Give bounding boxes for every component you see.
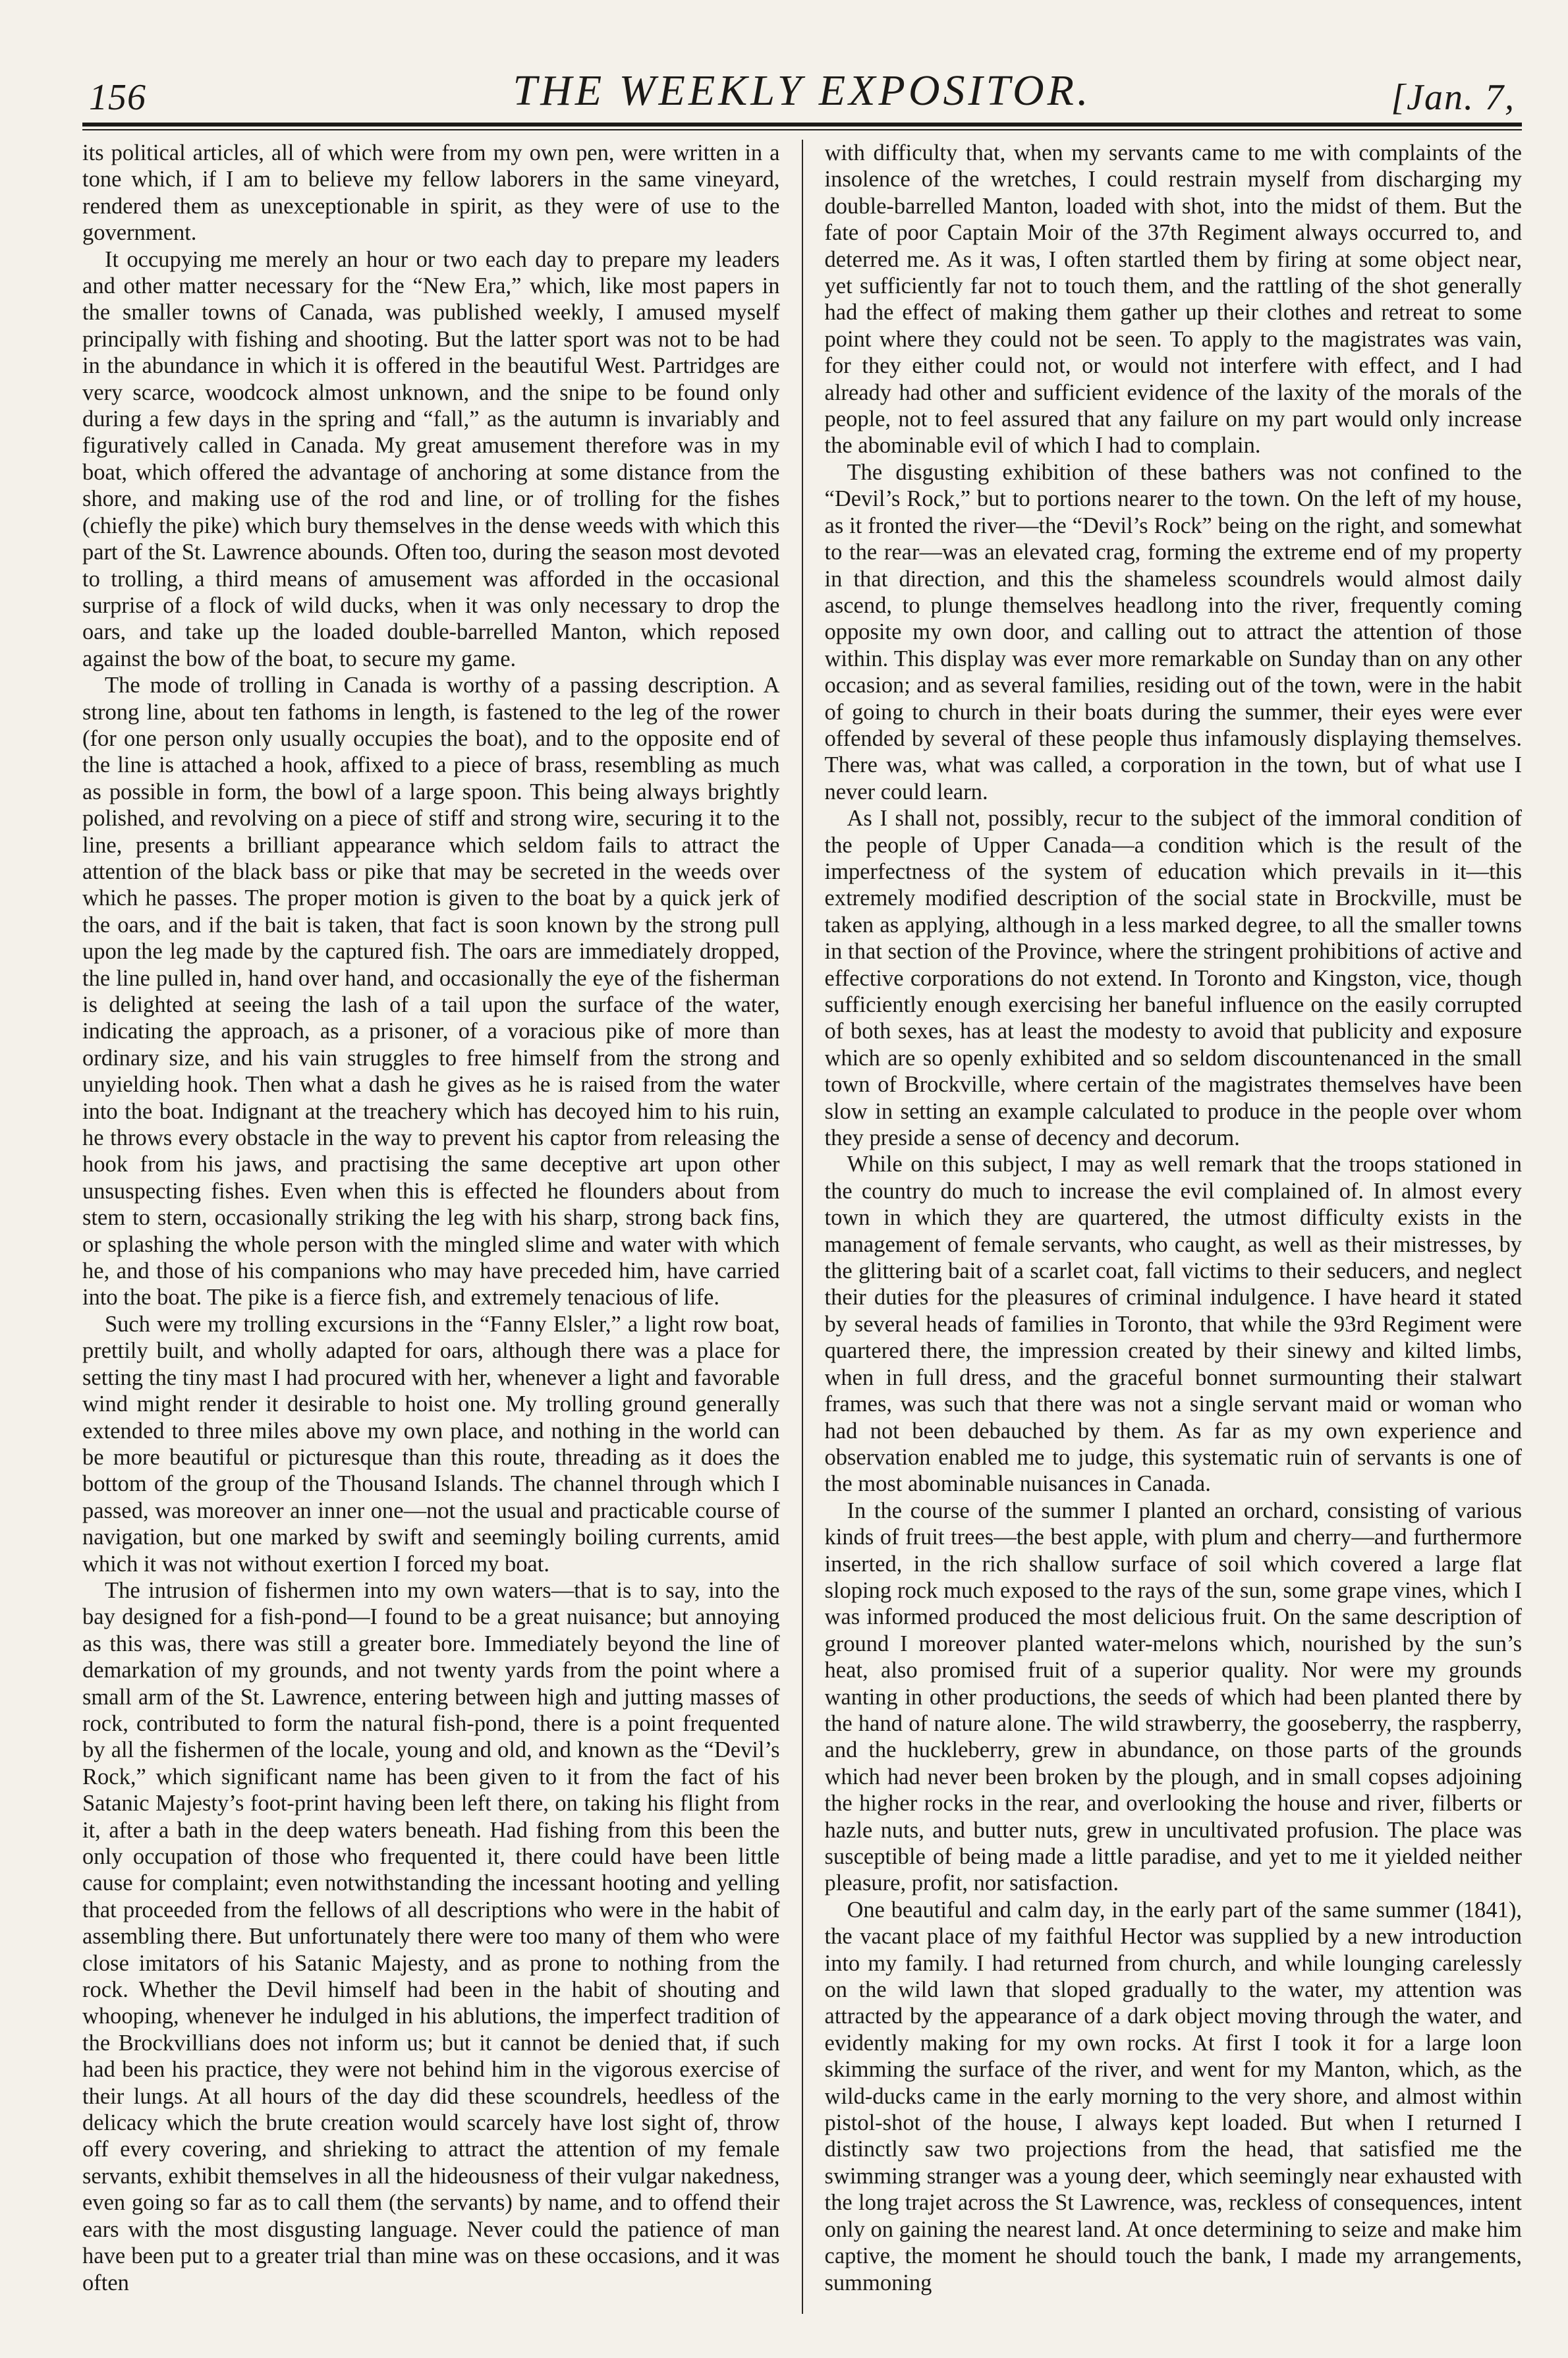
paragraph: As I shall not, possibly, recur to the subject of the immoral condition of the people of Upper Canada—a condition which is the result of the imperfectness of the system of education which prevails in it—this extremely modified description of the social state in Brockville, must be taken as applying, although in a less marked degree, to all the smaller towns in that section of the Province, where the stringent prohibitions of active and effective corporations do not extend. In Toronto and Kingston, vice, though sufficiently enough exercising her baneful influence on the easily corrupted of both sexes, has at least the modesty to avoid that publicity and exposure which are so openly exhibited and so seldom discountenanced in the small town of Brockville, where certain of the magistrates themselves have been slow in setting an example calculated to produce in the people over whom they preside a sense of decency and decorum. xyxy=(824,806,1522,1151)
paragraph: One beautiful and calm day, in the early part of the same summer (1841), the vacant place of my faithful Hector was supplied by a new introduction into my family. I had returned from church, and while lounging carelessly on the wild lawn that sloped gradually to the water, my attention was attracted by the appearance of a dark object moving through the water, and evidently making for my own rocks. At first I took it for a large loon skimming the surface of the river, and went for my Manton, which, as the wild-ducks came in the early morning to the very shore, and almost within pistol-shot of the house, I always kept loaded. But when I returned I distinctly saw two projections from the head, that satisfied me the swimming stranger was a young deer, which seemingly near exhausted with the long trajet across the St Lawrence, was, reckless of consequences, intent only on gaining the nearest land. At once determining to seize and make him captive, the moment he should touch the bank, I made my arrangements, summoning xyxy=(824,1897,1522,2295)
page-number: 156 xyxy=(89,77,146,118)
paragraph: The intrusion of fishermen into my own waters—that is to say, into the bay designed for a fish-pond—I found to be a great nuisance; but annoying as this was, there was still a greater bore. Immediately beyond the line of demarkation of my grounds, and not twenty yards from the point where a small arm of the St. Lawrence, entering between high and jutting masses of rock, contributed to form the natural fish-pond, there is a point frequented by all the fishermen of the locale, young and old, and known as the “Devil’s Rock,” which significant name has been given to it from the fact of his Satanic Majesty’s foot-print having been left there, on taking his flight from it, after a bath in the deep waters beneath. Had fishing from this been the only occupation of those who frequented it, there could have been little cause for complaint; even notwithstanding the incessant hooting and yelling that proceeded from the fellows of all descriptions who were in the habit of assembling there. But unfortunately there were too many of them who were close imitators of his Satanic Majesty, and as prone to nothing from the rock. Whether the Devil himself had been in the habit of shouting and whooping, whenever he indulged in his ablutions, the imperfect tradition of the Brockvillians does not inform us; but it cannot be denied that, if such had been his practice, they were not behind him in the vigorous exercise of their lungs. At all hours of the day did these scoundrels, heedless of the delicacy which the brute creation would scarcely have lost sight of, throw off every covering, and shrieking to attract the attention of my female servants, exhibit themselves in all the hideousness of their vulgar nakedness, even going so far as to call them (the servants) by name, and to offend their ears with the most disgusting language. Never could the patience of man have been put to a greater trial than mine was on these occasions, and it was often xyxy=(82,1577,780,2295)
article-columns xyxy=(82,140,1522,2314)
right-column xyxy=(825,140,1523,2314)
paragraph: with difficulty that, when my servants came to me with complaints of the insolence of the wretches, I could restrain myself from discharging my double-barrelled Manton, loaded with shot, into the midst of them. But the fate of poor Captain Moir of the 37th Regiment always occurred to, and deterred me. As it was, I often startled them by firing at some object near, yet sufficiently far not to touch them, and the rattling of the shot generally had the effect of making them gather up their clothes and retreat to some point where they could not be seen. To apply to the magistrates was vain, for they either could not, or would not interfere with effect, and I had already had other and sufficient evidence of the laxity of the morals of the people, not to feel assured that any failure on my part would only increase the abominable evil of which I had to complain. xyxy=(824,140,1522,459)
paragraph: The disgusting exhibition of these bathers was not confined to the “Devil’s Rock,” but to portions nearer to the town. On the left of my house, as it fronted the river—the “Devil’s Rock” being on the right, and somewhat to the rear—was an elevated crag, forming the extreme end of my property in that direction, and this the shameless scoundrels would almost daily ascend, to plunge themselves headlong into the river, frequently coming opposite my own door, and calling out to attract the attention of those within. This display was ever more remarkable on Sunday than on any other occasion; and as several families, residing out of the town, were in the habit of going to church in their boats during the summer, their eyes were ever offended by several of these people thus infamously displaying themselves. There was, what was called, a corporation in the town, but of what use I never could learn. xyxy=(824,459,1522,804)
paragraph: The mode of trolling in Canada is worthy of a passing description. A strong line, about ten fathoms in length, is fastened to the leg of the rower (for one person only usually occupies the boat), and to the opposite end of the line is attached a hook, affixed to a piece of brass, resembling as much as possible in form, the bowl of a large spoon. This being always brightly polished, and revolving on a piece of stiff and strong wire, securing it to the line, presents a brilliant appearance which seldom fails to attract the attention of the black bass or pike that may be secreted in the weeds over which he passes. The proper motion is given to the boat by a quick jerk of the oars, and if the bait is taken, that fact is soon known by the strong pull upon the leg made by the captured fish. The oars are immediately dropped, the line pulled in, hand over hand, and occasionally the eye of the fisherman is delighted at seeing the lash of a tail upon the surface of the water, indicating the approach, as a prisoner, of a voracious pike of more than ordinary size, and his vain struggles to free himself from the strong and unyielding hook. Then what a dash he gives as he is raised from the water into the boat. Indignant at the treachery which has decoyed him to his ruin, he throws every obstacle in the way to prevent his captor from releasing the hook from his jaws, and practising the same deceptive art upon other unsuspecting fishes. Even when this is effected he flounders about from stem to stern, occasionally striking the leg with his sharp, strong back fins, or splashing the whole person with the mingled slime and water with which he, and those of his companions who may have preceded him, have carried into the boat. The pike is a fierce fish, and extremely tenacious of life. xyxy=(82,673,780,1310)
header-rule xyxy=(82,123,1522,126)
header-rule-thin xyxy=(82,129,1522,130)
paragraph: While on this subject, I may as well remark that the troops stationed in the country do much to increase the evil complained of. In almost every town in which they are quartered, the utmost difficulty exists in the management of female servants, who caught, as well as their mistresses, by the glittering bait of a scarlet coat, fall victims to their seducers, and neglect their duties for the pleasures of criminal indulgence. I have heard it stated by several heads of families in Toronto, that while the 93rd Regiment were quartered there, the impression created by their sinewy and kilted limbs, when in full dress, and the graceful bonnet surmounting their stalwart frames, was such that there was not a single servant maid or woman who had not been debauched by them. As far as my own experience and observation enabled me to judge, this systematic ruin of servants is one of the most abominable nuisances in Canada. xyxy=(824,1152,1522,1497)
paragraph: In the course of the summer I planted an orchard, consisting of various kinds of fruit trees—the best apple, with plum and cherry—and furthermore inserted, in the rich shallow surface of soil which covered a large flat sloping rock much exposed to the rays of the sun, some grape vines, which I was informed produced the most delicious fruit. On the same description of ground I moreover planted water-melons which, nourished by the sun’s heat, also promised fruit of a superior quality. Nor were my grounds wanting in other productions, the seeds of which had been planted there by the hand of nature alone. The wild strawberry, the gooseberry, the raspberry, and the huckleberry, grew in abundance, on those parts of the grounds which had never been broken by the plough, and in small copses adjoining the higher rocks in the rear, and overlooking the house and river, filberts or hazle nuts, and butter nuts, grew in uncultivated profusion. The place was susceptible of being made a little paradise, and yet to me it yielded neither pleasure, profit, nor satisfaction. xyxy=(824,1498,1522,1896)
paragraph: its political articles, all of which were from my own pen, were written in a tone which, if I am to believe my fellow laborers in the same vineyard, rendered them as unexceptionable in spirit, as they were of use to the government. xyxy=(82,140,780,246)
issue-date: [Jan. 7, xyxy=(1391,77,1515,118)
page-header xyxy=(82,53,1522,119)
paragraph: It occupying me merely an hour or two each day to prepare my leaders and other matter necessary for the “New Era,” which, like most papers in the smaller towns of Canada, was published weekly, I amused myself principally with fishing and shooting. But the latter sport was not to be had in the abundance in which it is offered in the beautiful West. Partridges are very scarce, woodcock almost unknown, and the snipe to be found only during a few days in the spring and “fall,” as the autumn is invariably and figuratively called in Canada. My great amusement therefore was in my boat, which offered the advantage of anchoring at some distance from the shore, and making use of the rod and line, or of trolling for the fishes (chiefly the pike) which bury themselves in the dense weeds with which this part of the St. Lawrence abounds. Often too, during the season most devoted to trolling, a third means of amusement was afforded in the occasional surprise of a flock of wild ducks, when it was only necessary to drop the oars, and take up the loaded double-barrelled Manton, which reposed against the bow of the boat, to secure my game. xyxy=(82,246,780,671)
column-divider xyxy=(802,140,803,2314)
paragraph: Such were my trolling excursions in the “Fanny Elsler,” a light row boat, prettily built, and wholly adapted for oars, although there was a place for setting the tiny mast I had procured with her, whenever a light and favorable wind might render it desirable to hoist one. My trolling ground generally extended to three miles above my own place, and nothing in the world can be more beautiful or picturesque than this route, threading as it does the bottom of the group of the Thousand Islands. The channel through which I passed, was moreover an inner one—not the usual and practicable course of navigation, but one marked by swift and seemingly boiling currents, amid which it was not without exertion I forced my boat. xyxy=(82,1311,780,1577)
masthead-title: THE WEEKLY EXPOSITOR. xyxy=(513,67,1092,115)
left-column xyxy=(82,140,780,2314)
